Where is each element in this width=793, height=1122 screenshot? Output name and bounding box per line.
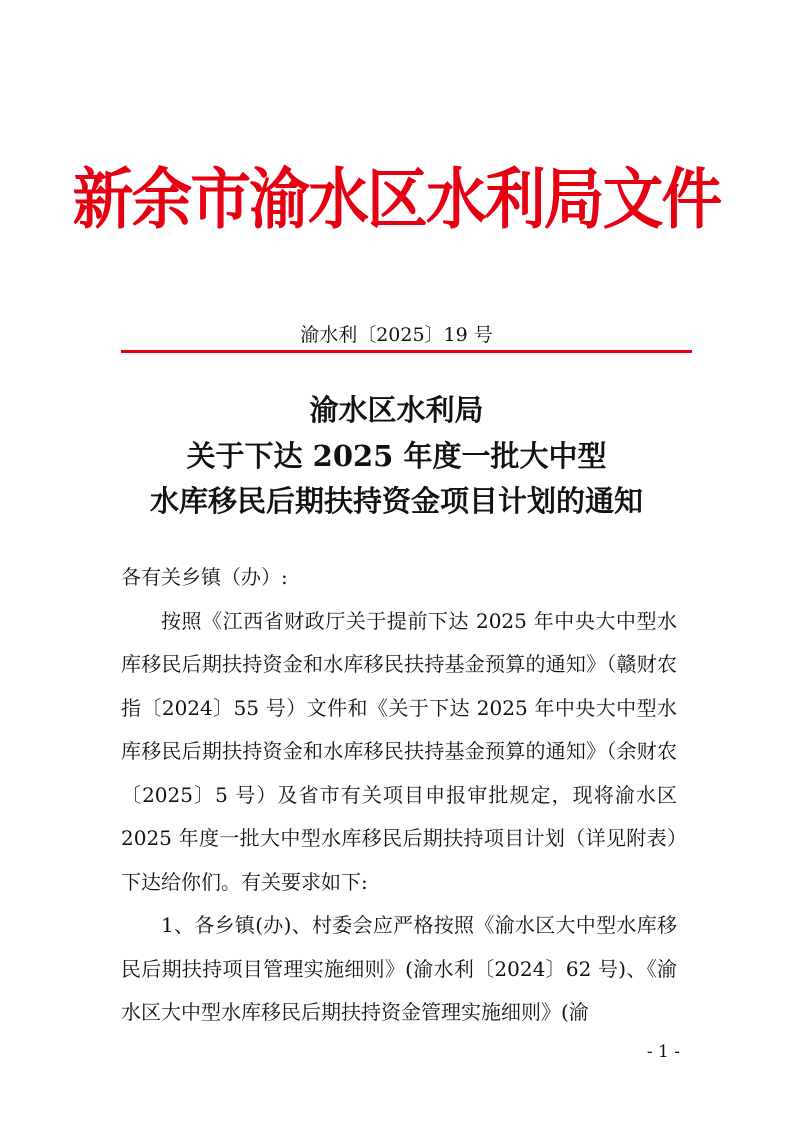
notice-title-line-1: 渝水区水利局 [309,393,484,427]
salutation: 各有关乡镇（办）: [121,565,288,589]
body-paragraph-1: 按照《江西省财政厅关于提前下达 2025 年中央大中型水库移民后期扶持资金和水库移民扶持基金预算的通知》（赣财农指〔2024〕55 号）文件和《关于下达 2025 年中央大中型水库移民后期扶持资金和水库移民扶持基金预算的通知》（余财农〔2025〕5 号）及省市有关项目申报审批规定，现将渝水区 2025 年度一批大中型水库移民后期扶持项目计划（详见附表）下达给你们。有关要求如下: [121,608,677,894]
page-number: - 1 - [646,1042,680,1062]
notice-title-line-2: 关于下达 2025 年度一批大中型 [186,439,607,473]
document-body [121,556,677,1035]
notice-title-line-3: 水库移民后期扶持资金项目计划的通知 [149,484,643,518]
masthead-title: 新余市渝水区水利局文件 [72,161,721,238]
body-paragraph-2: 1、各乡镇(办)、村委会应严格按照《渝水区大中型水库移民后期扶持项目管理实施细则》(渝水利〔2024〕62 号)、《渝水区大中型水库移民后期扶持资金管理实施细则》(渝 [121,913,677,1024]
red-divider-line [121,350,692,353]
document-number: 渝水利〔2025〕19 号 [300,324,493,346]
